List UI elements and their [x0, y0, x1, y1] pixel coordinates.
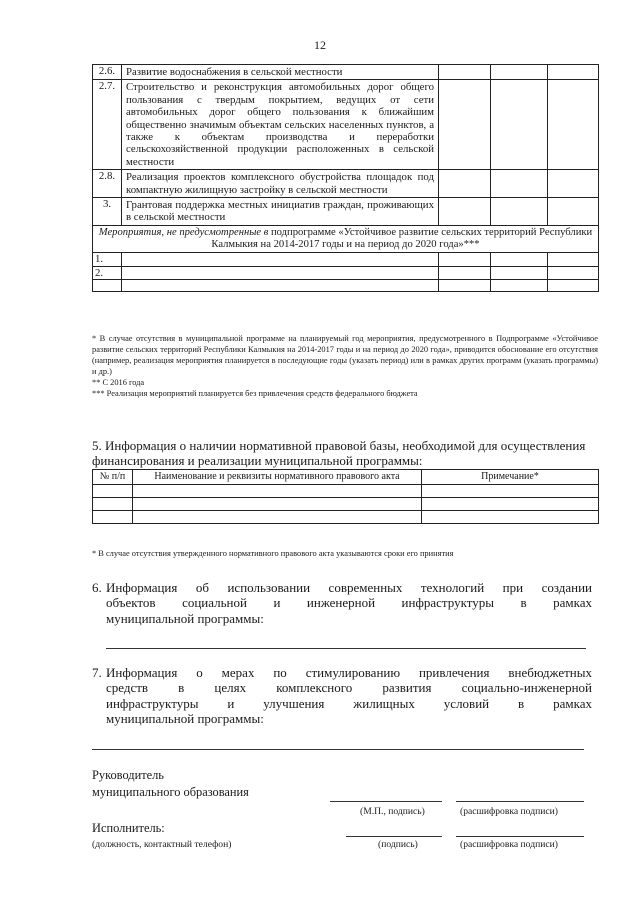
footnote-3: *** Реализация мероприятий планируется без привлечения средств федерального бюджета [92, 389, 418, 398]
head-decode-line [456, 801, 584, 802]
row-text: Грантовая поддержка местных инициатив граждан, проживающих в сельской местности [122, 198, 439, 226]
section6-line1: Информация об использовании современных технологий при создании [106, 580, 592, 595]
column-header-note: Примечание* [422, 470, 599, 485]
footnote-2: ** С 2016 года [92, 378, 145, 387]
section6-answer-line [106, 648, 586, 649]
page-number: 12 [314, 38, 326, 52]
column-header-number: № п/п [93, 470, 133, 485]
executor-label: Исполнитель: [92, 821, 165, 835]
row-number: 2. [93, 266, 122, 279]
section7-number: 7. [92, 665, 102, 680]
section-heading [93, 225, 599, 252]
decode-caption-2: (расшифровка подписи) [460, 839, 558, 850]
section-heading-rest: подпрограмме «Устойчивое развитие сельских территорий Республики Калмыкия на 2014-2017 годы и на период до 2020 года»*** [211, 226, 593, 251]
table-row [93, 497, 599, 510]
measures-table [92, 64, 599, 292]
row-number: 3. [93, 198, 122, 226]
row-number: 1. [93, 253, 122, 266]
section7-answer-line [92, 749, 584, 750]
head-title-line1: Руководитель [92, 768, 164, 782]
section-row [93, 225, 599, 252]
sign-caption: (подпись) [378, 839, 418, 850]
executor-decode-line [456, 836, 584, 837]
row-number: 2.8. [93, 170, 122, 198]
table-row [93, 65, 599, 80]
section6 [92, 580, 592, 626]
section6-line3: муниципальной программы: [106, 610, 264, 626]
legal-acts-table [92, 469, 599, 524]
mp-sign-caption: (М.П., подпись) [360, 806, 425, 817]
footnote-1: * В случае отсутствия в муниципальной программе на планируемый год мероприятия, предусмотренного в Подпрограмме «Устойчивое развитие сельских территорий Республики Калмыкия на 2014-2017 годы и на период до 2020 года», приводится обоснование его отсутствия (например, реализация мероприятия планируется в последующие годы (указать период) или в рамках других программ (указать программы) и др.) [92, 334, 598, 376]
table-row [93, 198, 599, 226]
table-row [93, 80, 599, 170]
head-signature-line [330, 801, 442, 802]
table-row [93, 484, 599, 497]
section7 [92, 665, 592, 727]
section7-line2: средств в целях комплексного развития социально-инженерной [106, 680, 592, 696]
executor-signature-line [346, 836, 442, 837]
row-text: Строительство и реконструкция автомобильных дорог общего пользования с твердым покрытием, ведущих от сети автомобильных дорог общего пользования к ближайшим общественно значимым объектам сельских населенных пунктов, а также к объектам производства и переработки сельскохозяйственной продукции расположенных в сельской местности [122, 80, 439, 170]
section7-line3: инфраструктуры и улучшения жилищных условий в рамках [106, 695, 592, 711]
blank-row [93, 253, 599, 266]
section5-title: 5. Информация о наличии нормативной правовой базы, необходимой для осуществления финансирования и реализации муниципальной программы: [92, 438, 586, 468]
row-number: 2.7. [93, 80, 122, 170]
executor-hint: (должность, контактный телефон) [92, 839, 232, 850]
table-row [93, 510, 599, 523]
table-row [93, 170, 599, 198]
row-text: Реализация проектов комплексного обустройства площадок под компактную жилищную застройку в сельской местности [122, 170, 439, 198]
head-title-line2: муниципального образования [92, 785, 249, 799]
section5-footnote: * В случае отсутствия утвержденного нормативного правового акта указываются сроки его принятия [92, 549, 454, 558]
blank-row [93, 266, 599, 279]
section-heading-italic: Мероприятия, не предусмотренные в [98, 226, 269, 238]
section6-line2: объектов социальной и инженерной инфраструктуры в рамках [106, 595, 592, 611]
section7-line1: Информация о мерах по стимулированию привлечения внебюджетных [106, 665, 592, 680]
row-number: 2.6. [93, 65, 122, 80]
section7-line4: муниципальной программы: [106, 711, 264, 727]
footnotes [92, 333, 598, 399]
section6-number: 6. [92, 580, 102, 595]
row-text: Развитие водоснабжения в сельской местности [122, 65, 439, 80]
decode-caption-1: (расшифровка подписи) [460, 806, 558, 817]
column-header-name: Наименование и реквизиты нормативного правового акта [133, 470, 422, 485]
blank-row [93, 280, 599, 292]
